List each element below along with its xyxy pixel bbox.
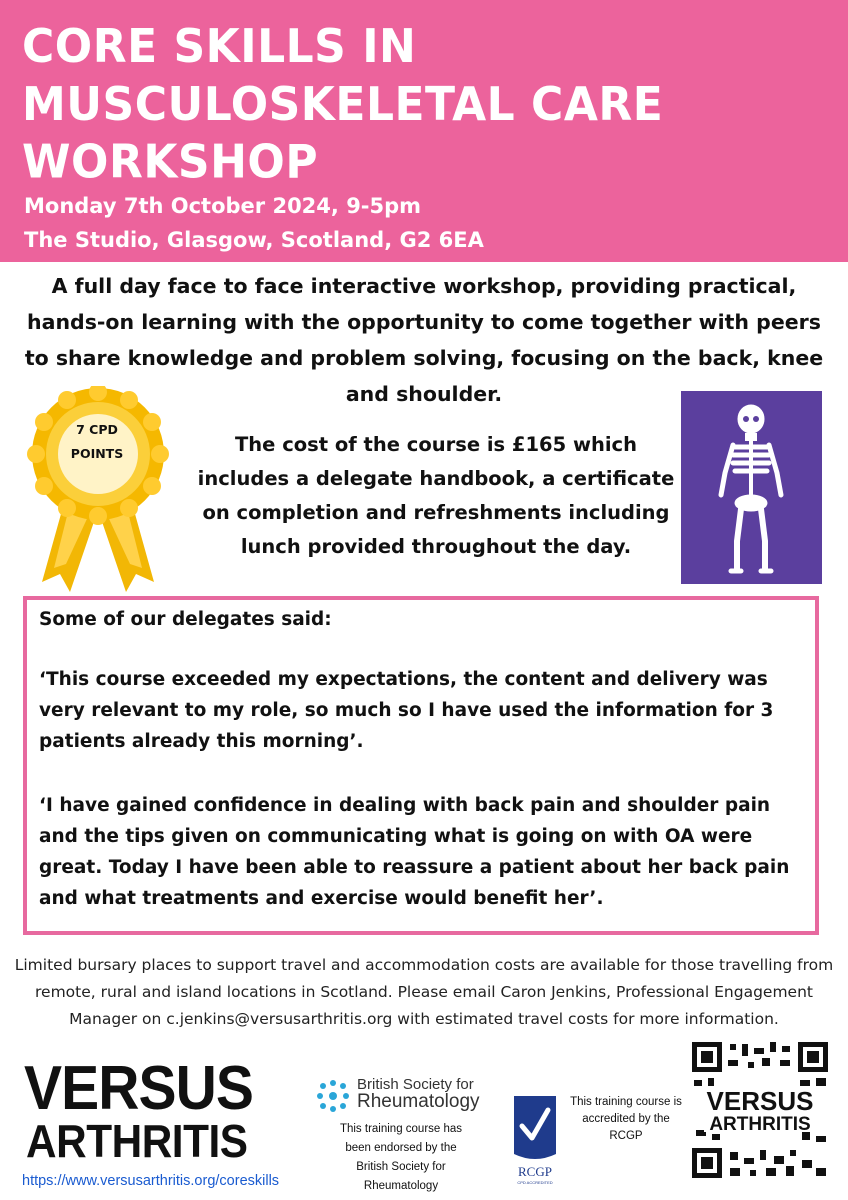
event-date: Monday 7th October 2024, 9-5pm xyxy=(24,194,422,218)
rcgp-logo-text: RCGP xyxy=(518,1164,552,1179)
testimonial-quote: ‘This course exceeded my expectations, the content and delivery was very relevant to my role, so much so I have used the information for 3 patients already this morning’. xyxy=(39,669,774,752)
testimonials-heading: Some of our delegates said: xyxy=(39,609,332,630)
title-line-2: MUSCULOSKELETAL CARE xyxy=(22,77,664,132)
title-line-3: WORKSHOP xyxy=(22,135,319,190)
event-venue: The Studio, Glasgow, Scotland, G2 6EA xyxy=(24,228,484,252)
testimonials-box xyxy=(23,596,819,935)
skeleton-panel xyxy=(681,391,822,584)
cpd-points-label xyxy=(60,418,134,466)
award-rosette-icon xyxy=(14,386,182,592)
bsr-name-line-2: Rheumatology xyxy=(357,1091,480,1112)
qr-overlay-line-2: ARTHRITIS xyxy=(709,1114,811,1135)
testimonial-quote: ‘I have gained confidence in dealing with back pain and shoulder pain and the tips given on communicating what is going on with OA were great. Today I have been able to reassure a patient about her back pain and what treatments and exercise would benefit her’. xyxy=(39,795,790,909)
rcgp-logo xyxy=(512,1094,558,1186)
qr-code-icon[interactable] xyxy=(690,1040,830,1180)
rcgp-logo-subtext: CPD ACCREDITED xyxy=(517,1180,553,1185)
rcgp-accreditation-text: This training course is accredited by the RCGP xyxy=(570,1096,682,1142)
qr-overlay-line-1: VERSUS xyxy=(706,1086,814,1116)
bsr-name xyxy=(357,1076,480,1110)
course-url-link[interactable]: https://www.versusarthritis.org/coreskills xyxy=(22,1173,280,1189)
cost-text: The cost of the course is £165 which includes a delegate handbook, a certificate on completion and refreshments including lunch provided throughout the day. xyxy=(197,433,675,558)
header-banner xyxy=(0,0,848,262)
title-line-1: CORE SKILLS IN xyxy=(22,20,417,74)
versus-arthritis-logo-line2: ARTHRITIS xyxy=(26,1115,248,1167)
intro-text: A full day face to face interactive workshop, providing practical, hands-on learning with the opportunity to come together with peers to share knowledge and problem solving, focusing on the back, knee and shoulder. xyxy=(24,274,824,406)
cpd-line-1: 7 CPD xyxy=(76,422,118,437)
page-title xyxy=(22,18,663,191)
cpd-line-2: POINTS xyxy=(70,446,124,461)
bursary-text: Limited bursary places to support travel and accommodation costs are available for those travelling from remote, rural and island locations in Scotland. Please email Caron Jenkins, Professional Engagement Manager on c.jenkins@versusarthritis.org with estimated travel costs for more information. xyxy=(14,956,834,1028)
versus-arthritis-logo: VERSUS xyxy=(24,1054,254,1123)
bsr-name-line-1: British Society for xyxy=(357,1076,474,1093)
bsr-endorsement-text: This training course has been endorsed by the British Society for Rheumatology xyxy=(339,1123,463,1192)
bsr-logo-icon xyxy=(315,1078,351,1114)
skeleton-icon xyxy=(681,391,822,584)
